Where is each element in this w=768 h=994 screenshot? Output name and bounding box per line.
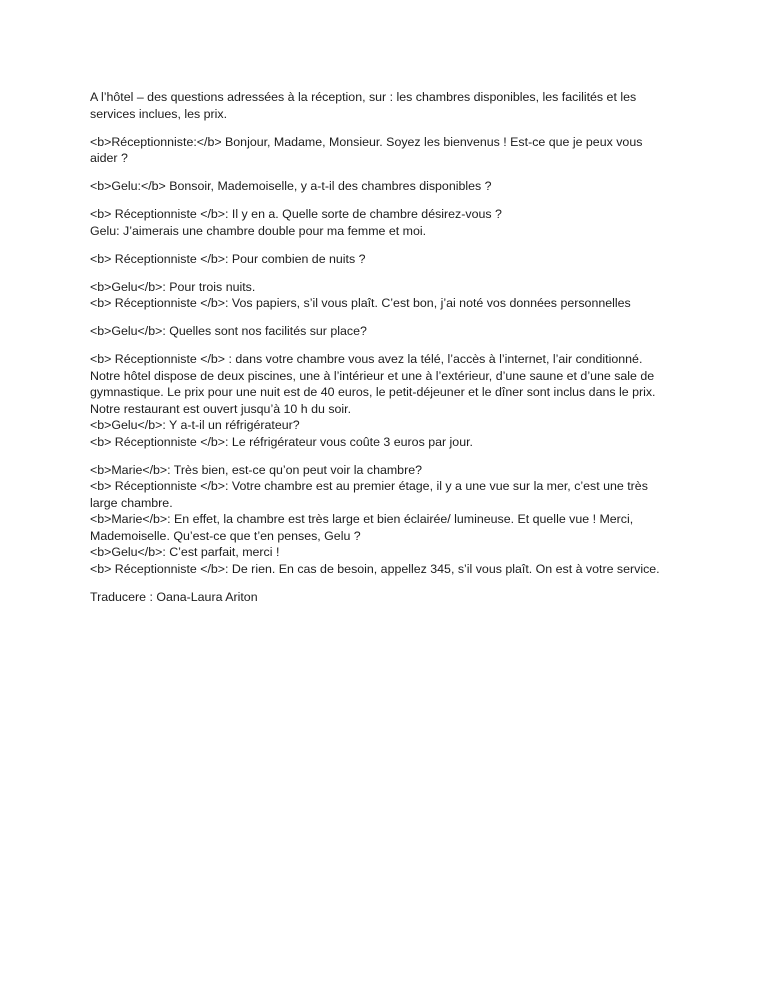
text-line: A l’hôtel – des questions adressées à la réception, sur : les chambres disponibles, les facilités et les [90, 90, 637, 104]
dialogue-paragraph [90, 251, 675, 268]
text-line: <b>Réceptionniste:</b> Bonjour, Madame, Monsieur. Soyez les bienvenus ! Est-ce que je peux vous [90, 134, 643, 149]
text-line: <b>Gelu:</b> Bonsoir, Mademoiselle, y a-t-il des chambres disponibles ? [90, 179, 492, 193]
text-line: <b> Réceptionniste </b>: De rien. En cas de besoin, appellez 345, s’il vous plaît. On est à votre service. [90, 561, 660, 576]
text-line: Traducere : Oana-Laura Ariton [90, 589, 258, 604]
text-line: large chambre. [90, 495, 173, 510]
dialogue-paragraph [90, 279, 675, 312]
dialogue-paragraph [90, 206, 675, 239]
text-line: <b> Réceptionniste </b>: Vos papiers, s’il vous plaît. C’est bon, j’ai noté vos données personnelles [90, 296, 631, 310]
text-line: <b> Réceptionniste </b>: Le réfrigérateur vous coûte 3 euros par jour. [90, 434, 473, 449]
text-line: <b> Réceptionniste </b>: Il y en a. Quelle sorte de chambre désirez-vous ? [90, 207, 502, 221]
text-line: <b>Marie</b>: En effet, la chambre est très large et bien éclairée/ lumineuse. Et quelle vue ! Merci, [90, 512, 634, 526]
text-line: Notre hôtel dispose de deux piscines, une à l’intérieur et une à l’extérieur, d’une saune et d’une sale de [90, 368, 655, 383]
text-line: <b>Gelu</b>: C’est parfait, merci ! [90, 545, 280, 559]
text-line: Gelu: J’aimerais une chambre double pour ma femme et moi. [90, 223, 427, 238]
text-line: <b>Gelu</b>: Y a-t-il un réfrigérateur? [90, 418, 300, 432]
text-line: gymnastique. Le prix pour une nuit est de 40 euros, le petit-déjeuner et le dîner sont inclus dans le prix. [90, 385, 656, 399]
intro-paragraph [90, 89, 675, 122]
text-line: <b> Réceptionniste </b>: Pour combien de nuits ? [90, 251, 366, 266]
text-line: <b> Réceptionniste </b>: Votre chambre est au premier étage, il y a une vue sur la mer, c’est une très [90, 479, 648, 493]
translator-credit [90, 589, 675, 606]
dialogue-paragraph [90, 323, 675, 340]
dialogue-paragraph [90, 178, 675, 195]
text-line: <b> Réceptionniste </b> : dans votre chambre vous avez la télé, l’accès à l’internet, l’air conditionné. [90, 352, 643, 366]
text-line: Mademoiselle. Qu’est-ce que t’en penses, Gelu ? [90, 528, 361, 543]
text-line: <b>Marie</b>: Très bien, est-ce qu’on peut voir la chambre? [90, 462, 422, 477]
text-line: <b>Gelu</b>: Pour trois nuits. [90, 279, 256, 294]
dialogue-paragraph [90, 351, 675, 450]
text-line: services inclues, les prix. [90, 106, 228, 121]
text-line: Notre restaurant est ouvert jusqu’à 10 h du soir. [90, 401, 352, 416]
text-line: aider ? [90, 151, 128, 165]
text-line: <b>Gelu</b>: Quelles sont nos facilités sur place? [90, 324, 367, 338]
dialogue-paragraph [90, 462, 675, 578]
dialogue-paragraph [90, 134, 675, 167]
document-page [90, 89, 675, 617]
